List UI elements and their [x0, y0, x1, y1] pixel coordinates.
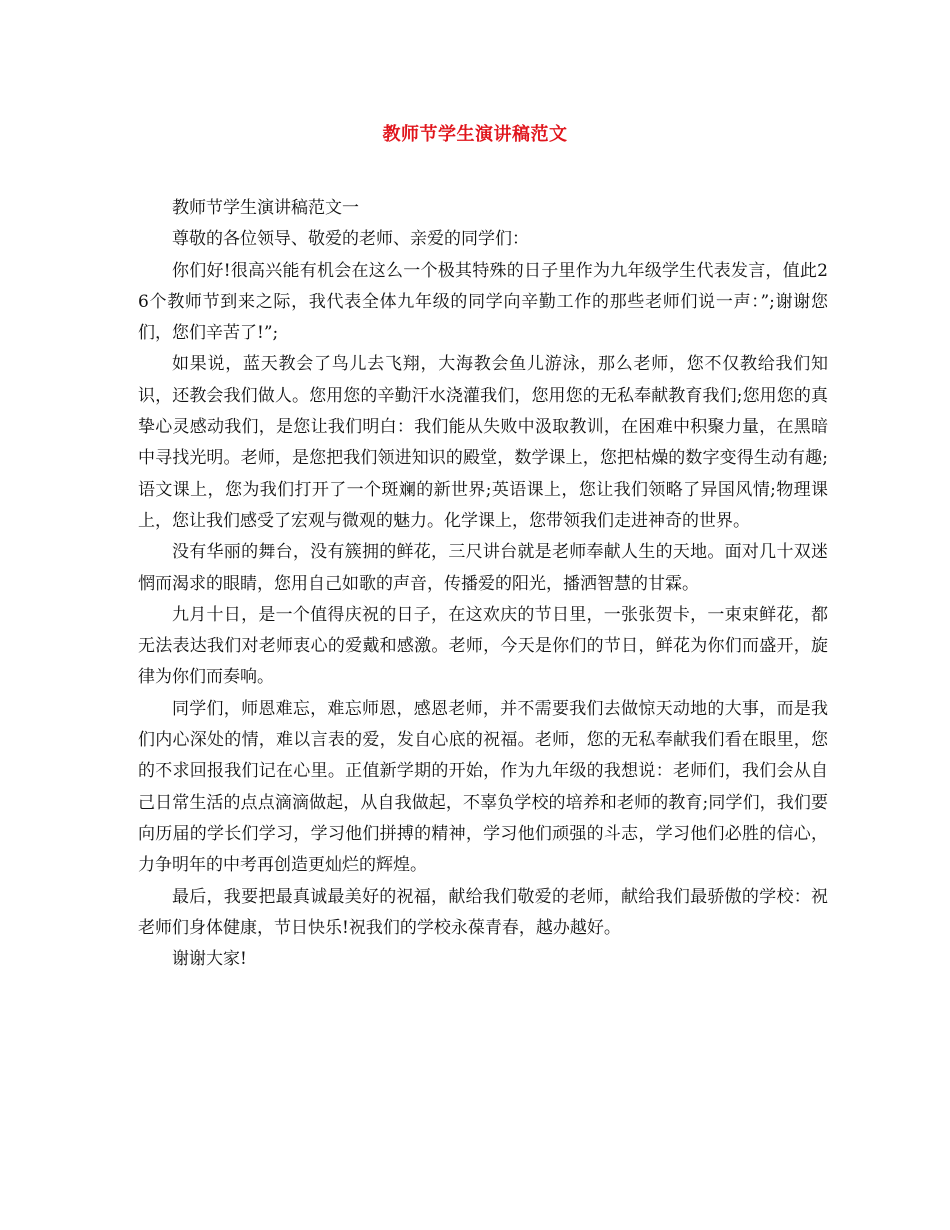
paragraph: 你们好!很高兴能有机会在这么一个极其特殊的日子里作为九年级学生代表发言，值此26个教师节到来之际，我代表全体九年级的同学向辛勤工作的那些老师们说一声：”;谢谢您们，您们辛苦了!”;: [138, 260, 828, 344]
paragraph: 如果说，蓝天教会了鸟儿去飞翔，大海教会鱼儿游泳，那么老师，您不仅教给我们知识，还教会我们做人。您用您的辛勤汗水浇灌我们，您用您的无私奉献教育我们;您用您的真挚心灵感动我们，是您让我们明白：我们能从失败中汲取教训，在困难中积聚力量，在黑暗中寻找光明。老师，是您把我们领进知识的殿堂，数学课上，您把枯燥的数字变得生动有趣;语文课上，您为我们打开了一个斑斓的新世界;英语课上，您让我们领略了异国风情;物理课上，您让我们感受了宏观与微观的魅力。化学课上，您带领我们走进神奇的世界。: [138, 354, 828, 531]
paragraph: 九月十日，是一个值得庆祝的日子，在这欢庆的节日里，一张张贺卡，一束束鲜花，都无法表达我们对老师衷心的爱戴和感激。老师，今天是你们的节日，鲜花为你们而盛开，旋律为你们而奏响。: [138, 604, 828, 688]
paragraph: 同学们，师恩难忘，难忘师恩，感恩老师，并不需要我们去做惊天动地的大事，而是我们内心深处的情，难以言表的爱，发自心底的祝福。老师，您的无私奉献我们看在眼里，您的不求回报我们记在心里。正值新学期的开始，作为九年级的我想说：老师们，我们会从自己日常生活的点点滴滴做起，从自我做起，不辜负学校的培养和老师的教育;同学们，我们要向历届的学长们学习，学习他们拼搏的精神，学习他们顽强的斗志，学习他们必胜的信心，力争明年的中考再创造更灿烂的辉煌。: [138, 698, 828, 876]
document-body: [138, 193, 828, 975]
paragraph-closing: 谢谢大家!: [172, 949, 247, 970]
document-title: 教师节学生演讲稿范文: [382, 124, 568, 145]
paragraph-salutation: 尊敬的各位领导、敬爱的老师、亲爱的同学们：: [172, 229, 529, 250]
paragraph: 最后，我要把最真诚最美好的祝福，献给我们敬爱的老师，献给我们最骄傲的学校：祝老师们身体健康，节日快乐!祝我们的学校永葆青春，越办越好。: [138, 886, 828, 938]
paragraph-subtitle: 教师节学生演讲稿范文一: [172, 198, 359, 218]
paragraph: 没有华丽的舞台，没有簇拥的鲜花，三尺讲台就是老师奉献人生的天地。面对几十双迷惘而渴求的眼睛，您用自己如歌的声音，传播爱的阳光，播洒智慧的甘霖。: [138, 542, 828, 594]
